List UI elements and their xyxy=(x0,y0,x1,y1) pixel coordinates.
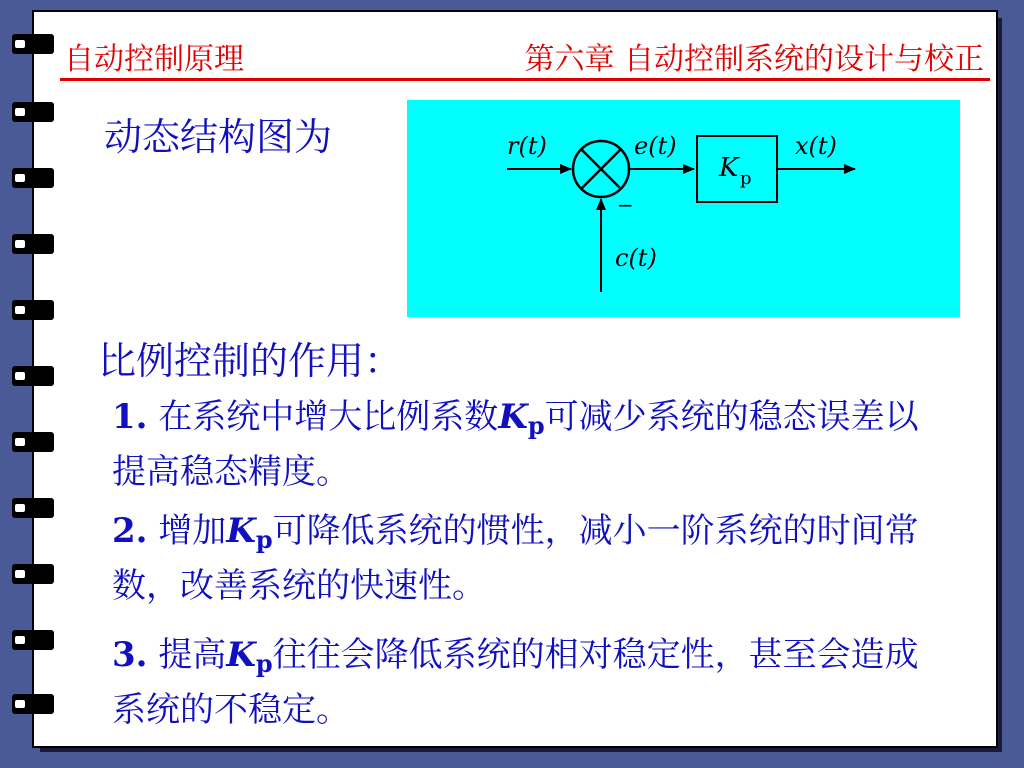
header-divider xyxy=(60,78,990,81)
item-number: 2. xyxy=(112,511,148,551)
output-label: x(t) xyxy=(795,132,837,160)
item-text-pre: 增加 xyxy=(158,511,227,551)
block-diagram-svg xyxy=(407,100,960,317)
effects-title: 比例控制的作用： xyxy=(98,339,403,383)
section-title: 动态结构图为 xyxy=(104,115,333,159)
kp-subscript: p xyxy=(255,525,273,554)
binder-ring xyxy=(12,564,54,584)
input-label: r(t) xyxy=(507,132,547,160)
binder-ring xyxy=(12,168,54,188)
binder-ring xyxy=(12,102,54,122)
binder-ring xyxy=(12,300,54,320)
block-diagram xyxy=(407,100,960,317)
binder-ring xyxy=(12,366,54,386)
item-number: 1. xyxy=(112,397,148,437)
binder-ring xyxy=(12,34,54,54)
gain-label: K xyxy=(719,153,739,183)
binder-ring xyxy=(12,234,54,254)
binder-ring xyxy=(12,432,54,452)
effect-item-2 xyxy=(112,508,952,609)
effect-item-3 xyxy=(112,632,952,733)
kp-subscript: p xyxy=(527,411,545,440)
item-text-post: 可降低系统的惯性，减小一阶系统的时间常数，改善系统的快速性。 xyxy=(112,511,919,606)
item-text-post: 可减少系统的稳态误差以提高稳态精度。 xyxy=(112,397,919,492)
item-text-pre: 在系统中增大比例系数 xyxy=(158,397,499,437)
kp-symbol: K xyxy=(498,397,528,437)
feedback-sign: − xyxy=(617,193,634,217)
kp-symbol: K xyxy=(226,635,256,675)
feedback-label: c(t) xyxy=(615,244,657,272)
kp-subscript: p xyxy=(255,649,273,678)
course-title: 自动控制原理 xyxy=(64,42,244,77)
binder-ring xyxy=(12,498,54,518)
item-text-pre: 提高 xyxy=(158,635,227,675)
effect-item-1 xyxy=(112,394,952,495)
binder-ring xyxy=(12,694,54,714)
item-number: 3. xyxy=(112,635,148,675)
item-text-post: 往往会降低系统的相对稳定性，甚至会造成系统的不稳定。 xyxy=(112,635,919,730)
gain-subscript: p xyxy=(740,168,752,189)
kp-symbol: K xyxy=(226,511,256,551)
chapter-title: 第六章 自动控制系统的设计与校正 xyxy=(524,42,984,77)
error-label: e(t) xyxy=(634,132,677,160)
binder-ring xyxy=(12,630,54,650)
